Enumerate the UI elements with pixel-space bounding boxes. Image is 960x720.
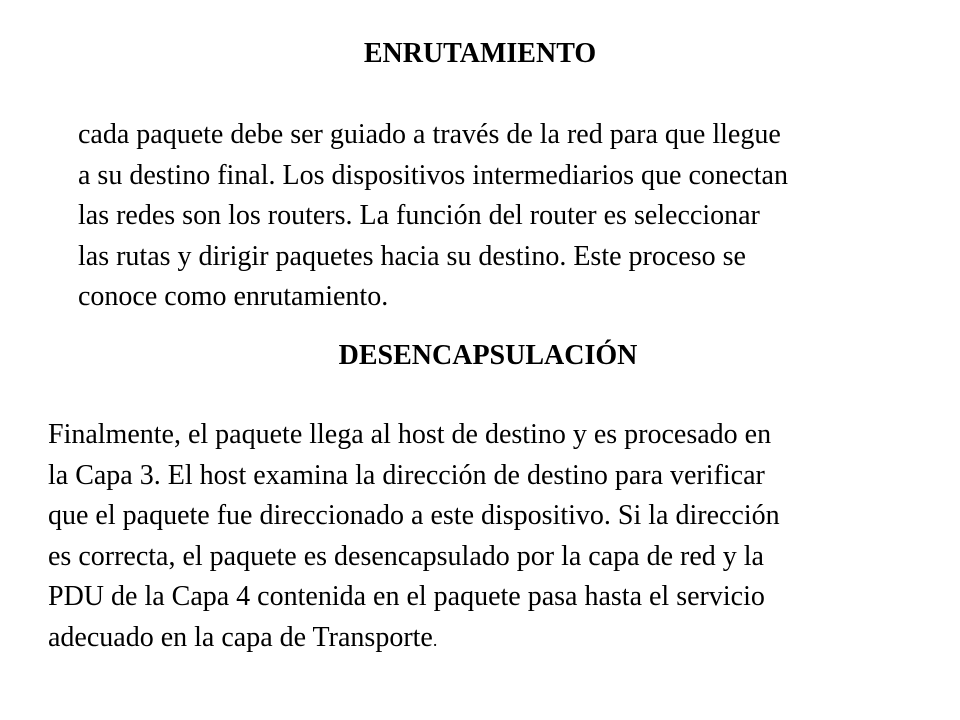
paragraph-line: las redes son los routers. La función del router es seleccionar	[78, 200, 760, 231]
paragraph-line: que el paquete fue direccionado a este dispositivo. Si la dirección	[48, 500, 780, 531]
trailing-period: .	[432, 629, 438, 650]
paragraph-line: cada paquete debe ser guiado a través de la red para que llegue	[78, 119, 781, 150]
paragraph-line: PDU de la Capa 4 contenida en el paquete pasa hasta el servicio	[48, 581, 765, 612]
paragraph-line: la Capa 3. El host examina la dirección de destino para verificar	[48, 459, 765, 491]
paragraph-line: a su destino final. Los dispositivos intermediarios que conectan	[78, 159, 788, 191]
paragraph-line: las rutas y dirigir paquetes hacia su destino. Este proceso se	[78, 240, 746, 272]
paragraph-line: es correcta, el paquete es desencapsulado por la capa de red y la	[48, 540, 764, 572]
paragraph-line-text: adecuado en la capa de Transporte	[48, 621, 433, 653]
paragraph-line: Finalmente, el paquete llega al host de destino y es procesado en	[48, 419, 772, 450]
section-title-desencapsulacion: DESENCAPSULACIÓN	[338, 340, 638, 371]
paragraph-line: conoce como enrutamiento.	[78, 281, 389, 312]
paragraph-desencapsulacion	[48, 415, 780, 660]
paragraph-enrutamiento	[78, 115, 788, 318]
section-title-enrutamiento: ENRUTAMIENTO	[363, 38, 597, 69]
paragraph-line-last	[48, 618, 780, 661]
